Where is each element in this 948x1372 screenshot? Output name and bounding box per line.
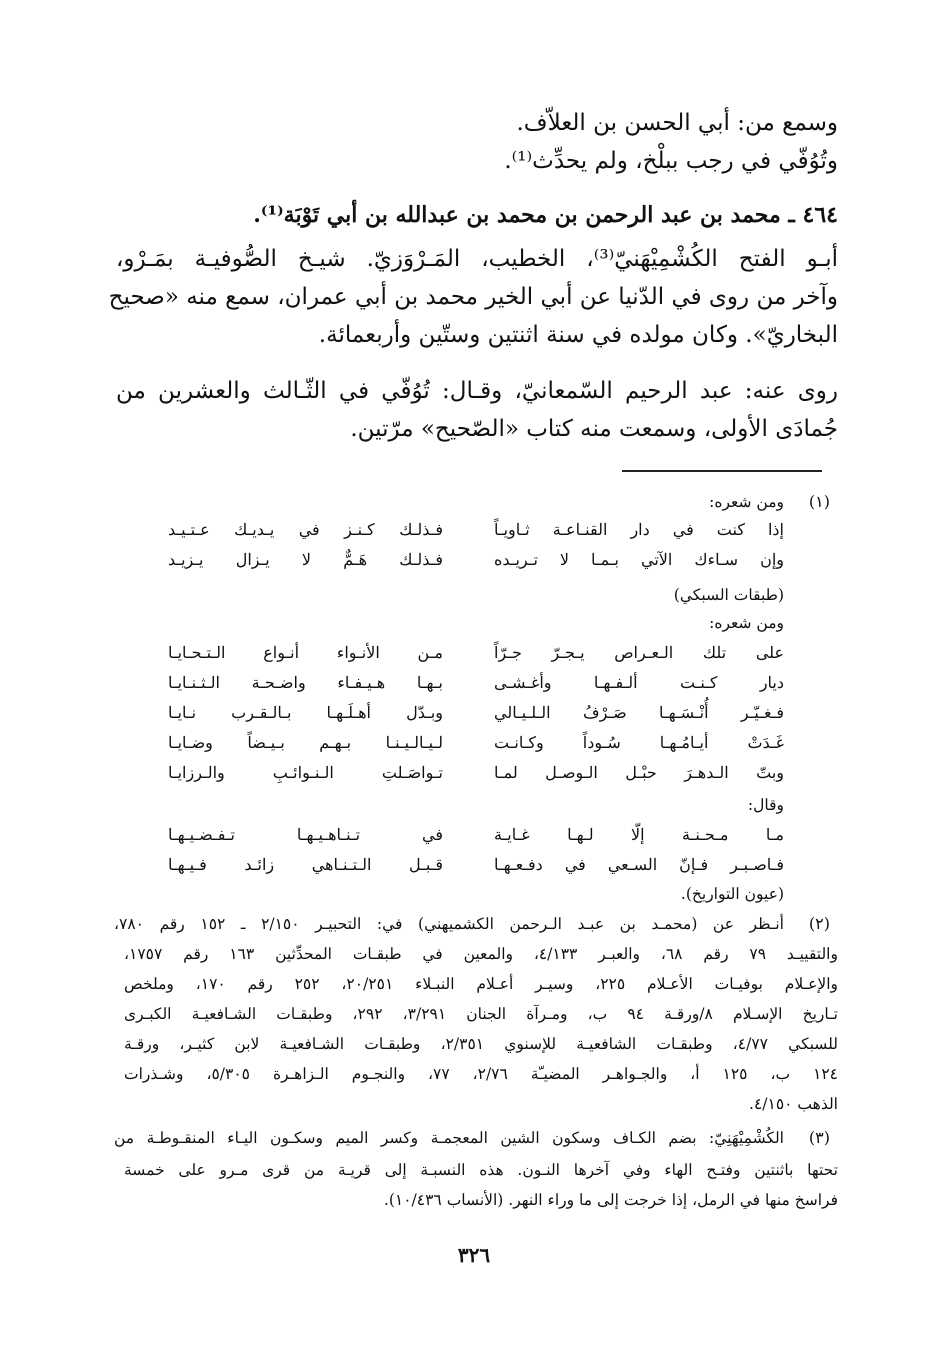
para2-line-1: روى عنه: عبد الرحيم السّمعانيّ، وقـال: تُوُفّي في الثّـالث والعشرين من: [116, 378, 838, 404]
footnote-2-number: (٢): [808, 914, 830, 933]
footnote-2-line-6: ١٢٤ ب، ١٢٥ أ، والجـواهـر المضيـّة ٢/٧٦، ٧٧، والنجـوم الـزاهـرة ٥/٣٠٥، وشـذرات: [124, 1065, 838, 1083]
main-line-1: وسمع من: أبي الحسن بن العلاّف.: [516, 110, 838, 136]
verse-6b: لـيـالـيـنـا بـهـم بـيـضاً وضـايـا: [168, 733, 443, 752]
verse-4a: ديار كـنـت ألـفـهـا وأغـشـى: [494, 673, 784, 692]
verse-8b: في تـنـاهـيـهـا تـفـضـيـهـا: [168, 825, 443, 844]
verse-7b: تـواصَـلتِ الـنـوائـبِ والـرزايـا: [168, 763, 443, 782]
verse-3b: مـن الأنـواء أنـواع الـتـحـايـا: [168, 643, 443, 662]
footnote-2-line-3: والإعـلام بوفيـات الأعـلام ٢٢٥، وسيـر أعـلام النبـلاء ٢٠/٢٥١، ٢٥٢ رقم ١٧٠، وملخص: [124, 975, 839, 993]
verse-3a: على تلك الـعـراص يـجـرّ جـرّاً: [494, 643, 784, 662]
footnote-3-line-1: الكُشْمِيْهَنِيّ: بضم الكـاف وسكون الشين المعجمـة وكسر الميم وسكـون اليـاء المنقـوطـة من: [114, 1129, 784, 1147]
verse-8a: مـا مـحـنـة إلّا لـهـا غـايـة: [494, 825, 784, 844]
page-number: ٣٢٦: [457, 1243, 491, 1267]
footnote-1-intro-3: وقال:: [747, 796, 784, 814]
footnote-2-line-4: تـاريخ الإسـلام ٨/ورقـة ٩٤ ب، ومـرآة الجنان ٣/٢٩١، ٢٩٢، وطبقـات الشـافعيـة الكبـرى: [124, 1005, 838, 1023]
footnote-1-source-1: (طبقات السبكي): [673, 586, 784, 604]
footnote-1-intro-2: ومن شعره:: [709, 614, 784, 632]
para1-line-2: وآخر من روى في الدّنيا عن أبي الخير محمد بن أبي عمران، سمع منه «صحيح: [108, 284, 838, 310]
footnote-3-line-3: فراسخ منها في الرمل، إذا خرجت إلى ما وراء النهر. (الأنساب ١٠/٤٣٦).: [383, 1191, 838, 1209]
footnote-2-line-1: أنـظر عن (محمـد بن عبـد الـرحمن الكشميهني) في: التحبيـر ٢/١٥٠ ـ ١٥٢ رقم ٧٨٠،: [114, 915, 784, 933]
verse-5b: وبـدّل أهـلَـهـا بـالـقـرب نـايـا: [168, 703, 443, 722]
footnote-2-line-7: الذهب ٤/١٥٠.: [749, 1095, 838, 1113]
verse-2b: فـذلـك هَـمٌّ لا يـزال يـزيـد: [168, 550, 443, 569]
verse-9a: فـاصـبـر فـإنّ السـعي في دفـعـهـا: [494, 855, 784, 874]
footnote-1-intro: ومن شعره:: [709, 493, 784, 511]
footnote-2-line-5: للسبكي ٤/٧٧، وطبقـات الشافعيـة للإسنوي ٢/٣٥١، وطبقـات الشـافعيـة لابن كثيـر، ورقـة: [124, 1035, 838, 1053]
verse-2a: وإن سـاءك الآتي بـمـا لا تـريـده: [494, 550, 784, 569]
footnote-separator: [622, 470, 822, 472]
verse-7a: وبتّ الـدهـرَ حبْـل الـوصـل لمـا: [494, 763, 784, 782]
verse-4b: بـهـا هـيـفـاء واضـحـة الـثـنـايـا: [168, 673, 443, 692]
para2-line-2: جُمادَى الأولى، وسمعت منه كتاب «الصّحيح» مرّتين.: [350, 416, 838, 442]
footnote-3-number: (٣): [808, 1128, 830, 1147]
entry-heading: ٤٦٤ ـ محمد بن عبد الرحمن بن محمد بن عبدالله بن أبي تَوْبَة⁽¹⁾.: [253, 202, 838, 228]
footnote-1-number: (١): [808, 492, 830, 511]
main-line-2: وتُوُفّي في رجب ببلْخ، ولم يحدِّث⁽¹⁾.: [504, 148, 838, 174]
verse-1b: فـذلـك كـنـز في يـديـك عـتـيـد: [168, 520, 443, 539]
verse-9b: قـبـل الـتـنـاهي زائـد فـيـهـا: [168, 855, 443, 874]
para1-line-1: أبـو الفتح الكُشْمِيْهَنيّ⁽³⁾، الخطيب، المَـرْوَزيّ. شيـخ الصُّوفيـة بمَـرْو،: [116, 246, 838, 272]
verse-5a: فـغـيّـر أُنْـسَـهـا صَـرْفُ الـلـيـالي: [494, 703, 784, 722]
footnote-3-line-2: تحتها باثنتين وفتـح الهاء وفي آخرها النـون. هذه النسبـة إلى قريـة من قرى مـرو على خمسة: [124, 1161, 838, 1179]
verse-1a: إذا كنت في دار القنـاعـة ثـاويـاً: [494, 520, 784, 539]
verse-6a: غَـدَتْ أيـامُـهـا سُـوداً وكـانـت: [494, 733, 784, 752]
footnote-1-source-3: (عيون التواريخ).: [680, 885, 784, 903]
footnote-2-line-2: والتقييـد ٧٩ رقم ٦٨، والعبـر ٤/١٣٣، والمعين في طبقـات المحدِّثين ١٦٣ رقم ١٧٥٧،: [124, 945, 838, 963]
para1-line-3: البخاريّ». وكان مولده في سنة اثنتين وستّين وأربعمائة.: [318, 322, 838, 348]
